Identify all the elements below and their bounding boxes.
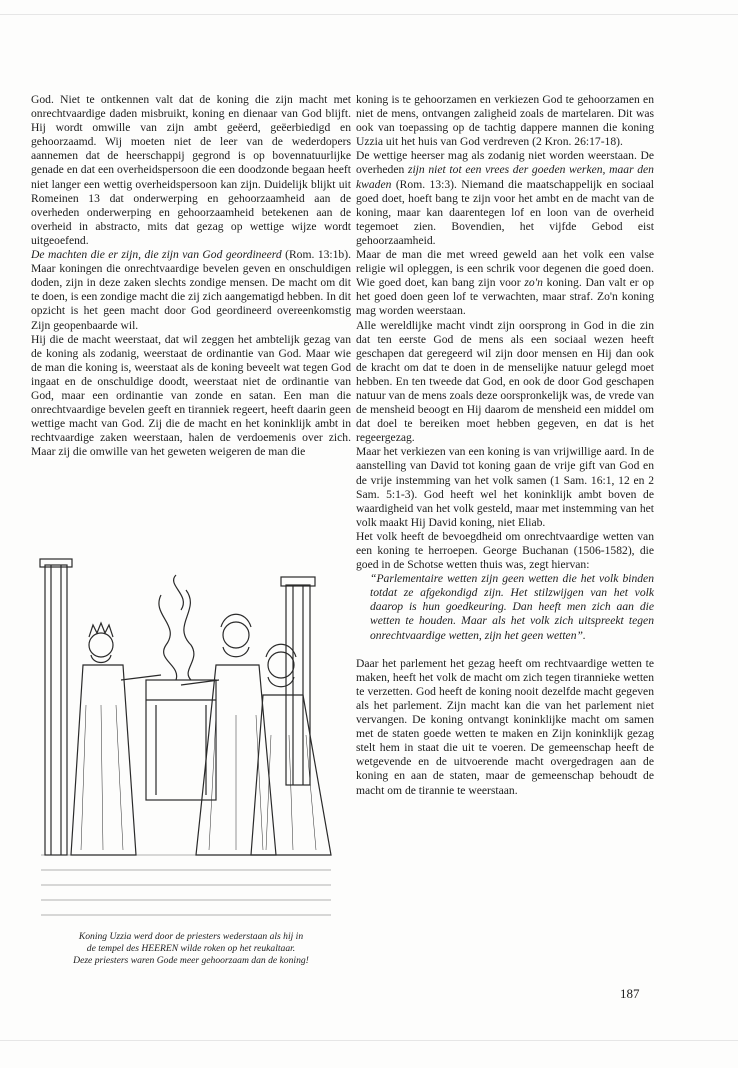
right-paragraph-5: Maar het verkiezen van een koning is van vrijwillige aard. In de aanstelling van David tot koning gaan de vrije gift van God en de vrije instemming van het volk samen (1 Sam. 16:1, 12 en 2 Sam. 5:1-3). God heeft wel het koninklijk ambt boven de waardigheid van het volk gesteld, maar met instemming van het volk maakt Hij David koning, niet Eliab. bbox=[356, 445, 654, 529]
right-paragraph-1: koning is te gehoorzamen en verkiezen God te gehoorzamen en niet de mens, ontvangen zaligheid zoals de martelaren. Dit was ook van toepassing op de tachtig dappere mannen die koning Uzzia uit het huis van God verdreven (2 Kron. 26:17-18). bbox=[356, 93, 654, 149]
right-paragraph-7: Daar het parlement het gezag heeft om rechtvaardige wetten te maken, heeft het volk de macht om zich tegen tirannieke wetten te verzetten. God heeft de koning nooit dezelfde macht gegeven als het parlement. Zijn macht kan die van het parlement niet vervangen. De koning ontvangt koninklijke macht om samen met de staten goede wetten te maken en Zijn koninklijk gezag stelt hem in staat die uit te voeren. De gemeenschap heeft de wetgevende en de uitvoerende macht overgedragen aan de koning en aan de staten, maar de gemeenschap behoudt de macht om de tirannie te weerstaan. bbox=[356, 656, 654, 797]
priest-figure-2 bbox=[251, 644, 331, 855]
left-paragraph-3: Hij die de macht weerstaat, dat wil zeggen het ambtelijk gezag van de koning als zodanig, weerstaat de ordinantie van God. Maar wie de man die koning is, weerstaat als de koning beveelt wat tegen God ingaat en de onschuldige doodt, weerstaat niet de ordinantie van God, maar een ordinantie van zonde en satan. Een man die onrechtvaardige bevelen geeft en tiranniek regeert, heeft daarin geen wettige macht van God. Zij die de macht en het koninklijk ambt in rechtvaardige zaken weerstaan, halen de verdoemenis over zich. Maar zij die omwille van het geweten weigeren de man die bbox=[31, 332, 351, 459]
scripture-quote: zijn niet tot een vrees der goeden werken, maar den kwaden bbox=[356, 163, 654, 191]
right-paragraph-2: De wettige heerser mag als zodanig niet worden weerstaan. De overheden zijn niet tot een vrees der goeden werken, maar den kwaden (Rom. 13:3). Niemand die maatschappelijk en sociaal goed doet, hoeft bang te zijn voor het ambt en de macht van de koning, maar kan daarentegen lof en loon van de overheid tegemoet zien. Bovendien, het vijfde Gebod eist gehoorzaamheid. bbox=[356, 149, 654, 247]
scripture-quote: De machten die er zijn, die zijn van God geordineerd bbox=[31, 248, 282, 262]
figure-caption bbox=[31, 931, 351, 968]
left-paragraph-1: God. Niet te ontkennen valt dat de koning die zijn macht met onrechtvaardige daden misbruikt, koning en dienaar van God blijft. Hij wordt omwille van zijn ambt geëerd, geëerbiedigd en gehoorzaamd. Wij moeten niet de leer van de wederdopers aannemen dat de heerschappij gegrond is op bovennatuurlijke genade en dat een overheidspersoon die een doodzonde begaan heeft niet langer een wettig overheidspersoon kan zijn. Duidelijk blijkt uit Romeinen 13 dat onderwerping en gehoorzaamheid aan de overheden onderwerping en gehoorzaamheid betekenen aan de overheid in abstracto, mits dat gezag op wettige wijze wordt uitgeoefend. bbox=[31, 93, 351, 247]
buchanan-quote: “Parlementaire wetten zijn geen wetten die het volk binden totdat ze afgekondigd zijn. Het stilzwijgen van het volk daarop is hun goedkeuring. Dan heeft men zich aan die wetten te houden. Maar als het volk zich uitspreekt tegen onrechtvaardige wetten, zijn het geen wetten”. bbox=[370, 572, 654, 642]
caption-line: de tempel des HEEREN wilde roken op het reukaltaar. bbox=[86, 943, 296, 955]
left-paragraph-2: De machten die er zijn, die zijn van God geordineerd (Rom. 13:1b). Maar koningen die onrechtvaardige bevelen geven en onschuldigen doden, zijn in deze zaken slechts zondige mensen. De macht om dit te doen, is een zondige macht die zij zich aangematigd hebben. In dit opzicht is het geen macht door God geordineerd overeenkomstig Zijn geopenbaarde wil. bbox=[31, 248, 351, 332]
right-pillar bbox=[281, 577, 315, 785]
caption-line: Deze priesters waren Gode meer gehoorzaam dan de koning! bbox=[73, 955, 309, 967]
right-column bbox=[356, 93, 654, 798]
illustration-king-uzzia bbox=[31, 555, 351, 927]
scan-edge-bottom bbox=[0, 1040, 738, 1041]
caption-line: Koning Uzzia werd door de priesters wederstaan als hij in bbox=[78, 931, 304, 942]
left-column bbox=[31, 93, 351, 459]
right-paragraph-6: Het volk heeft de bevoegdheid om onrechtvaardige wetten van een koning te herroepen. George Buchanan (1506-1582), die goed in de Schotse wetten thuis was, zegt hiervan: bbox=[356, 529, 654, 572]
right-paragraph-3: Maar de man die met wreed geweld aan het volk een valse religie wil opleggen, is een schrik voor degenen die goed doen. Wie goed doet, kan bang zijn voor zo'n koning. Dan valt er op het goed doen geen lof te verwachten, maar straf. Zo'n koning mag worden weerstaan. bbox=[356, 248, 654, 318]
priest-figure-1 bbox=[181, 614, 276, 855]
page-number: 187 bbox=[620, 986, 640, 1001]
right-paragraph-4: Alle wereldlijke macht vindt zijn oorsprong in God in die zin dat ten eerste God de mens als een sociaal wezen heeft geschapen dat geregeerd wil zijn door mensen en Hij dan ook de kracht om dat te doen in de menselijke natuur gelegd moet hebben. En ten tweede dat God, en ook de door God geschapen natuur van de mens zoals deze oorspronkelijk was, de vrede van de mensheid beoogt en Hij daarom de mensheid een middel om dat doel te bereiken moet hebben gegeven, en dat is het regeergezag. bbox=[356, 318, 654, 445]
left-pillar bbox=[40, 559, 72, 855]
scan-edge-top bbox=[0, 14, 738, 15]
floor-hatching bbox=[41, 855, 331, 915]
king-uzzia-figure bbox=[71, 623, 161, 855]
